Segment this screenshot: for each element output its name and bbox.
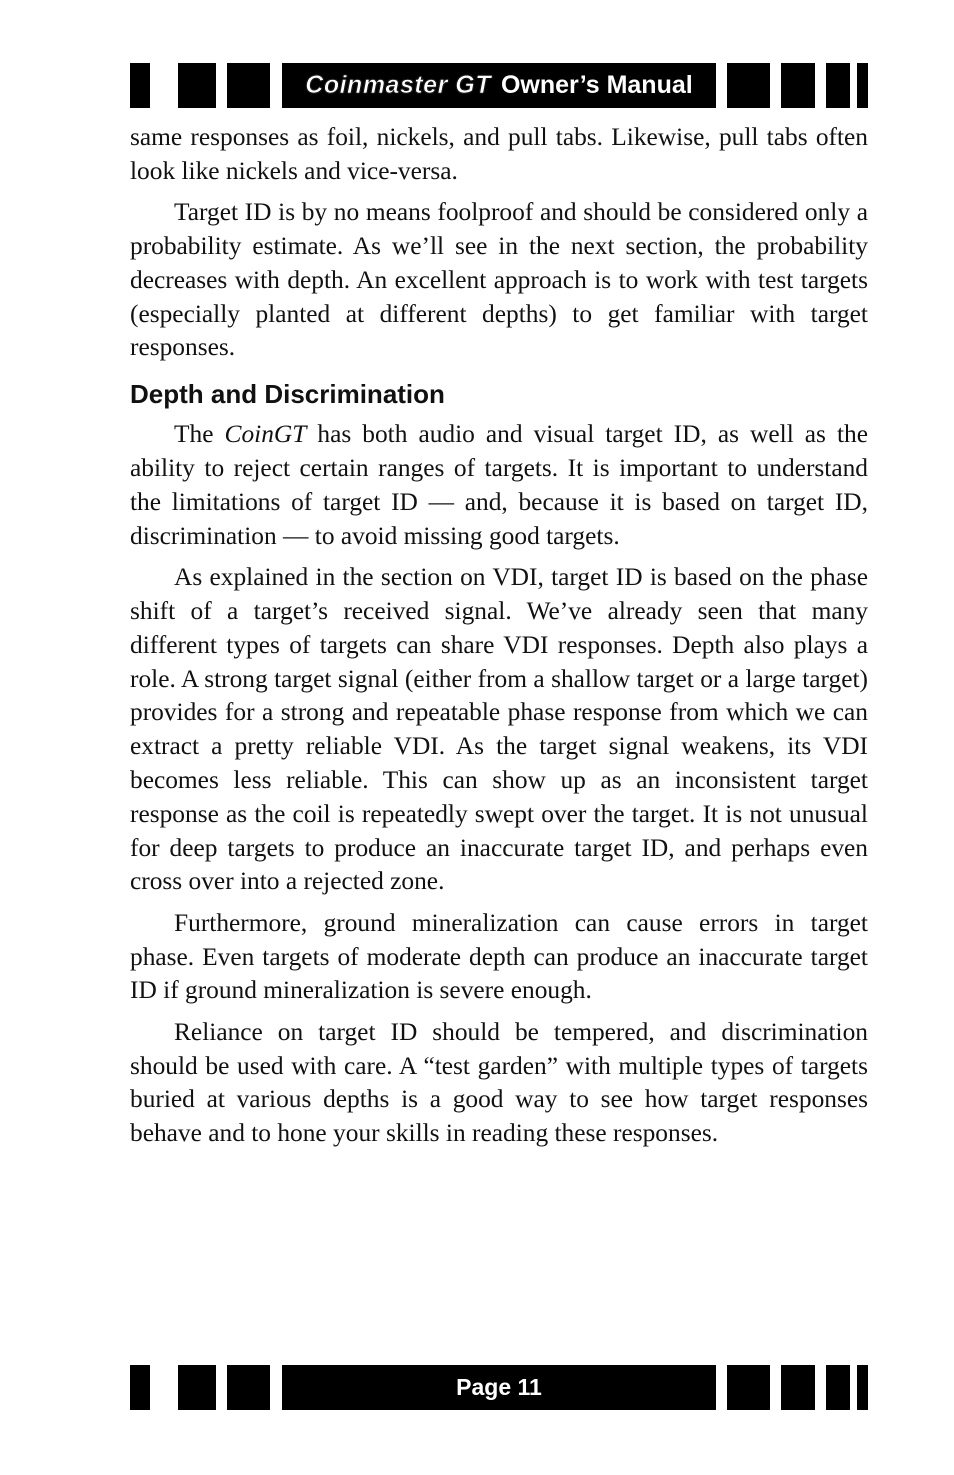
- brand-logo: Coinmaster GT: [305, 71, 491, 99]
- paragraph-text: has both audio and visual target ID, as well as the ability to reject certain ranges of targets. It is important to understand the limitations of target ID — and, because it is based on target ID, discrimination — to avoid missing good targets.: [130, 420, 868, 550]
- paragraph-text: The: [174, 420, 225, 449]
- paragraph: Furthermore, ground mineralization can cause errors in target phase. Even targets of moderate depth can produce an inaccurate target ID if ground mineralization is severe enough.: [130, 908, 868, 1005]
- section-heading: Depth and Discrimination: [130, 379, 445, 410]
- footer-decor-block: [178, 1365, 216, 1410]
- header-decor-block: [178, 63, 216, 108]
- footer-decor-block: [727, 1365, 770, 1410]
- header-bar: [130, 63, 868, 108]
- footer-bar: [130, 1365, 868, 1410]
- page-content: [130, 121, 868, 1159]
- footer-decor-block: [130, 1365, 150, 1410]
- header-decor-block: [727, 63, 770, 108]
- footer-decor-block: [857, 1365, 868, 1410]
- footer-decor-block: [781, 1365, 815, 1410]
- header-decor-block: [227, 63, 270, 108]
- footer-decor-block: [227, 1365, 270, 1410]
- header-title: Owner’s Manual: [500, 71, 693, 99]
- footer-decor-block: [826, 1365, 850, 1410]
- paragraph: [130, 418, 868, 553]
- paragraph: same responses as foil, nickels, and pull tabs. Likewise, pull tabs often look like nickels and vice-versa.: [130, 123, 868, 185]
- product-name: CoinGT: [224, 420, 307, 449]
- header-decor-block: [781, 63, 815, 108]
- header-title-block: [282, 63, 716, 108]
- paragraph: Target ID is by no means foolproof and should be considered only a probability estimate. As we’ll see in the next section, the probability decreases with depth. An excellent approach is to work with test targets (especially planted at different depths) to get familiar with target responses.: [130, 198, 868, 362]
- header-decor-block: [826, 63, 850, 108]
- page-number: Page 11: [456, 1374, 542, 1400]
- header-decor-block: [130, 63, 150, 108]
- paragraph: As explained in the section on VDI, target ID is based on the phase shift of a target’s received signal. We’ve already seen that many different types of targets can share VDI responses. Depth also plays a role. A strong target signal (either from a shallow target or a large target) provides for a strong and repeatable phase response from which we can extract a pretty reliable VDI. As the target signal weakens, its VDI becomes less reliable. This can show up as an inconsistent target response as the coil is repeatedly swept over the target. It is not unusual for deep targets to produce an inaccurate target ID, and perhaps even cross over into a rejected zone.: [130, 563, 868, 896]
- footer-page-block: [282, 1365, 716, 1410]
- header-decor-block: [857, 63, 868, 108]
- paragraph: Reliance on target ID should be tempered, and discrimination should be used with care. A “test garden” with multiple types of targets buried at various depths is a good way to see how target responses behave and to hone your skills in reading these responses.: [130, 1017, 868, 1148]
